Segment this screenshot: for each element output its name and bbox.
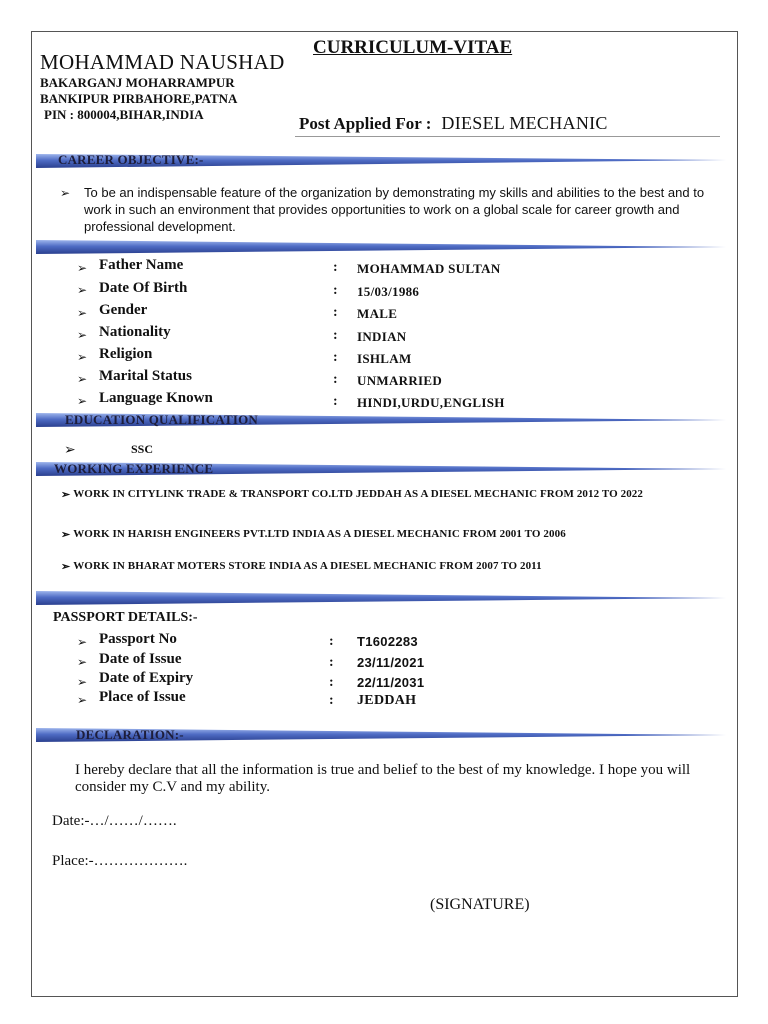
passport-label: Date of Issue <box>99 651 182 667</box>
signature-label: (SIGNATURE) <box>430 896 530 913</box>
section-bar-personal <box>36 238 726 256</box>
bullet-arrow-icon: ➢ <box>77 655 88 669</box>
bullet-arrow-icon: ➢ <box>77 675 88 689</box>
passport-label: Passport No <box>99 631 177 647</box>
declaration-text: I hereby declare that all the information is true and belief to the best of my knowledge. I hope you will consider my C.V and my ability. <box>75 762 691 795</box>
bullet-arrow-icon: ➢ <box>77 693 88 707</box>
section-bar-declaration <box>36 726 726 744</box>
personal-value: INDIAN <box>357 329 407 344</box>
bullet-arrow-icon: ➢ <box>61 561 71 573</box>
personal-value: HINDI,URDU,ENGLISH <box>357 395 505 410</box>
bullet-arrow-icon: ➢ <box>77 635 88 649</box>
personal-label: Date Of Birth <box>99 280 188 296</box>
address-line-3: PIN : 800004,BIHAR,INDIA <box>44 107 204 122</box>
address-line-1: BAKARGANJ MOHARRAMPUR <box>40 75 235 90</box>
colon: : <box>333 305 338 320</box>
bullet-arrow-icon: ➢ <box>61 529 71 541</box>
colon: : <box>333 372 338 387</box>
passport-value: 23/11/2021 <box>357 655 425 670</box>
bar-shape <box>36 589 726 607</box>
passport-value: 22/11/2031 <box>357 675 425 690</box>
colon: : <box>333 260 338 275</box>
section-bar-education <box>36 411 726 429</box>
personal-value: MOHAMMAD SULTAN <box>357 261 501 276</box>
section-title-experience: WORKING EXPERIENCE <box>54 461 214 476</box>
personal-value: 15/03/1986 <box>357 284 420 299</box>
bullet-arrow-icon: ➢ <box>64 443 76 458</box>
cv-title: CURRICULUM-VITAE <box>313 37 513 58</box>
personal-value: ISHLAM <box>357 351 412 366</box>
experience-text: WORK IN BHARAT MOTERS STORE INDIA AS A DIESEL MECHANIC FROM 2007 TO 2011 <box>73 560 542 572</box>
section-title-education: EDUCATION QUALIFICATION <box>65 412 258 427</box>
passport-value: JEDDAH <box>357 693 417 708</box>
colon: : <box>333 394 338 409</box>
applicant-name: MOHAMMAD NAUSHAD <box>40 50 285 74</box>
date-line: Date:-…/……/……. <box>52 813 177 829</box>
bullet-arrow-icon: ➢ <box>77 261 88 275</box>
address-line-2: BANKIPUR PIRBAHORE,PATNA <box>40 91 238 106</box>
post-label: Post Applied For : <box>299 114 432 133</box>
colon: : <box>329 655 334 670</box>
experience-item <box>61 528 566 541</box>
bullet-arrow-icon: ➢ <box>77 328 88 342</box>
personal-value: UNMARRIED <box>357 373 443 388</box>
bullet-arrow-icon: ➢ <box>61 489 71 501</box>
bullet-arrow-icon: ➢ <box>77 306 88 320</box>
experience-text: WORK IN CITYLINK TRADE & TRANSPORT CO.LTD JEDDAH AS A DIESEL MECHANIC FROM 2012 TO 2022 <box>73 488 644 500</box>
experience-item <box>61 560 542 573</box>
personal-label: Gender <box>99 302 148 318</box>
personal-value: MALE <box>357 306 398 321</box>
personal-label: Language Known <box>99 390 213 406</box>
colon: : <box>329 634 334 649</box>
personal-label: Father Name <box>99 257 184 273</box>
section-bar-experience <box>36 460 726 478</box>
bullet-arrow-icon: ➢ <box>77 372 88 386</box>
bullet-arrow-icon: ➢ <box>77 283 88 297</box>
colon: : <box>333 283 338 298</box>
personal-label: Nationality <box>99 324 171 340</box>
section-title-declaration: DECLARATION:- <box>76 727 184 742</box>
colon: : <box>329 675 334 690</box>
bar-shape <box>36 238 726 256</box>
experience-text: WORK IN HARISH ENGINEERS PVT.LTD INDIA AS A DIESEL MECHANIC FROM 2001 TO 2006 <box>73 528 566 540</box>
place-line: Place:-………………. <box>52 853 188 869</box>
colon: : <box>329 693 334 708</box>
passport-label: Date of Expiry <box>99 670 194 686</box>
education-item: SSC <box>131 442 154 456</box>
career-objective-text: To be an indispensable feature of the organization by demonstrating my skills and abilities to the best and to work in such an environment that provides opportunities to work on a global scale for career growth and professional development. <box>84 185 705 234</box>
section-title-passport: PASSPORT DETAILS:- <box>53 610 198 625</box>
post-value: DIESEL MECHANIC <box>441 113 608 133</box>
experience-item <box>61 488 723 501</box>
colon: : <box>333 350 338 365</box>
section-title-career: CAREER OBJECTIVE:- <box>58 152 204 167</box>
header-divider <box>295 136 720 137</box>
personal-label: Marital Status <box>99 368 192 384</box>
section-bar-career <box>36 151 726 169</box>
personal-label: Religion <box>99 346 153 362</box>
bullet-arrow-icon: ➢ <box>60 186 71 200</box>
colon: : <box>333 328 338 343</box>
passport-label: Place of Issue <box>99 689 186 705</box>
passport-value: T1602283 <box>357 634 418 649</box>
section-bar-passport <box>36 589 726 607</box>
bullet-arrow-icon: ➢ <box>77 350 88 364</box>
post-applied <box>299 113 608 134</box>
bullet-arrow-icon: ➢ <box>77 394 88 408</box>
